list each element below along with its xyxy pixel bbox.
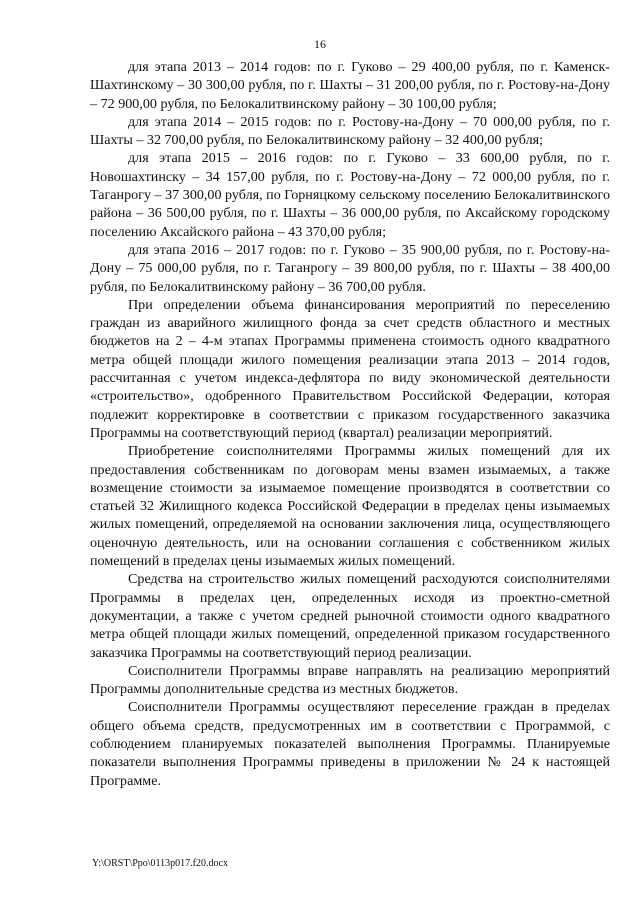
paragraph: для этапа 2013 – 2014 годов: по г. Гуково – 29 400,00 рубля, по г. Каменск-Шахтинскому – 30 300,00 рубля, по г. Шахты – 31 200,00 рубля, по г. Ростову-на-Дону – 72 900,00 рубля, по Белокалитвинскому району – 30 100,00 рубля;: [90, 59, 610, 112]
paragraph: Приобретение соисполнителями Программы жилых помещений для их предоставления собственникам по договорам мены взамен изымаемых, а также возмещение стоимости за изымаемое помещение производятся в соответствии со статьей 32 Жилищного кодекса Российской Федерации в пределах цены изымаемых жилых помещений, определяемой на основании заключения лица, осуществляющего оценочную деятельность, или на основании соглашения с собственником жилых помещений в пределах цены изымаемых жилых помещений.: [90, 443, 610, 570]
paragraph: Соисполнители Программы вправе направлять на реализацию мероприятий Программы дополнительные средства из местных бюджетов.: [90, 662, 610, 698]
paragraph: При определении объема финансирования мероприятий по переселению граждан из аварийного жилищного фонда за счет средств областного и местных бюджетов на 2 – 4-м этапах Программы применена стоимость одного квадратного метра общей площади жилого помещения реализации этапа 2013 – 2014 годов, рассчитанная с учетом индекса-дефлятора по виду экономической деятельности «строительство», одобренного Правительством Российской Федерации, которая подлежит корректировке в соответствии с приказом государственного заказчика Программы на соответствующий период (квартал) реализации мероприятий.: [90, 296, 610, 441]
paragraph: для этапа 2016 – 2017 годов: по г. Гуково – 35 900,00 рубля, по г. Ростову-на-Дону – 75 000,00 рубля, по г. Таганрогу – 39 800,00 рубля, по г. Шахты – 38 400,00 рубля, по Белокалитвинскому району – 36 700,00 рубля.: [90, 241, 610, 295]
document-body: [90, 58, 610, 790]
page-number: 16: [314, 37, 326, 51]
paragraph: Соисполнители Программы осуществляют переселение граждан в пределах общего объема средств, предусмотренных им в соответствии с Программой, с соблюдением планируемых показателей выполнения Программы. Планируемые показатели выполнения Программы приведены в приложении № 24 к настоящей Программе.: [90, 699, 610, 789]
paragraph: для этапа 2014 – 2015 годов: по г. Ростову-на-Дону – 70 000,00 рубля, по г. Шахты – 32 700,00 рубля, по Белокалитвинскому району – 32 400,00 рубля;: [90, 113, 610, 149]
file-path-footer: Y:\ORST\Ppo\0113p017.f20.docx: [92, 858, 228, 869]
paragraph: Средства на строительство жилых помещений расходуются соисполнителями Программы в пределах цен, определенных исходя из проектно-сметной документации, а также с учетом средней рыночной стоимости одного квадратного метра общей площади жилых помещений, определенной приказом государственного заказчика Программы на соответствующий период реализации.: [90, 571, 610, 661]
paragraph: для этапа 2015 – 2016 годов: по г. Гуково – 33 600,00 рубля, по г. Новошахтинску – 34 157,00 рубля, по г. Ростову-на-Дону – 72 000,00 рубля, по г. Таганрогу – 37 300,00 рубля, по Горняцкому сельскому поселению Белокалитвинского района – 36 500,00 рубля, по г. Шахты – 36 000,00 рубля, по Аксайскому городскому поселению Аксайского района – 43 370,00 рубля;: [90, 150, 610, 240]
